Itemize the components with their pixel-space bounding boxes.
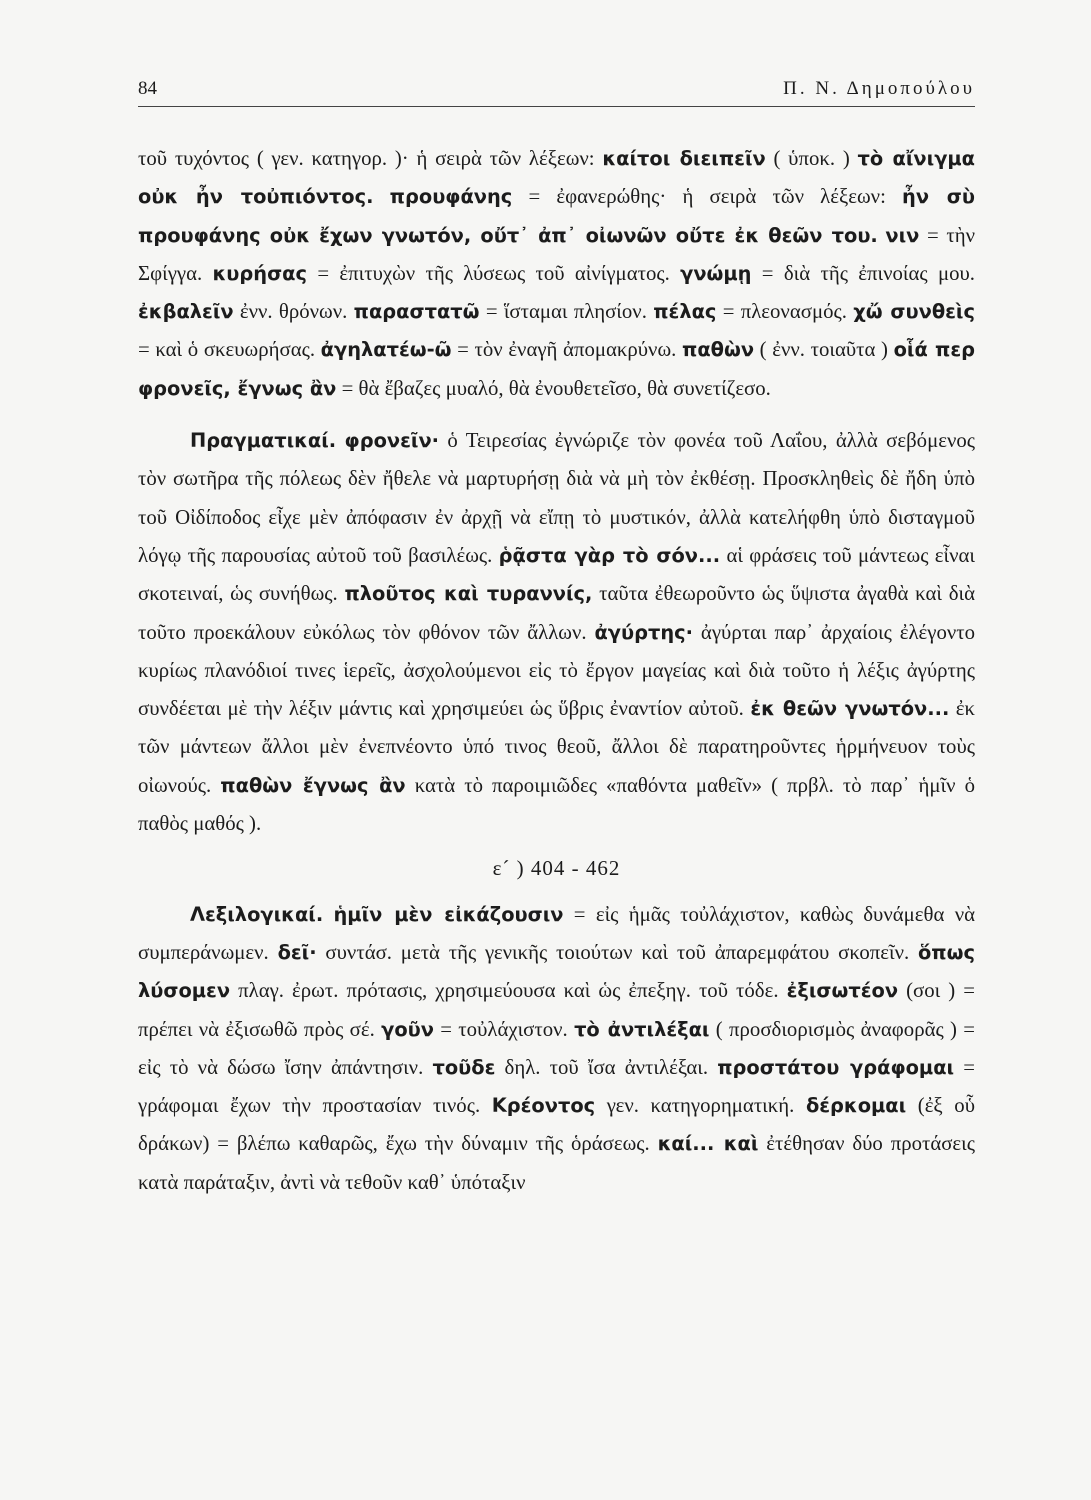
gloss-text: = εἰς ἡμᾶς τοὐλάχιστον, καθὼς δυνάμεθα νὰ συμπεράνωμεν. [138, 902, 975, 964]
lemma-term: γοῦν [381, 1017, 434, 1041]
lemma-term: ἀγύρτης· [594, 620, 694, 644]
gloss-text: = θὰ ἔβαζες μυαλό, θὰ ἐνουθετεῖσο, θὰ συνετίζεσο. [336, 376, 771, 400]
gloss-text: = ἐφανερώθης· ἡ σειρὰ τῶν λέξεων: [512, 185, 903, 209]
gloss-text: ὁ Τειρεσίας ἐγνώριζε τὸν φονέα τοῦ Λαΐου, ἀλλὰ σεβόμενος τὸν σωτῆρα τῆς πόλεως δὲν ἤθελε νὰ μαρτυρήσῃ διὰ νὰ μὴ τὸν ἐκθέσῃ. Προσκληθεὶς δὲ ἤδη ὑπὸ τοῦ Οἰδίποδος εἶχε μὲν ἀπόφασιν ἐν ἀρχῇ νὰ εἴπῃ τὸ μυστικόν, ἀλλὰ κατελήφθη ὑπὸ δισταγμοῦ λόγῳ τῆς παρουσίας αὐτοῦ τοῦ βασιλέως. [138, 429, 975, 567]
lemma-term: ἦν σὺ προυφάνης οὐκ ἔχων γνωτόν, οὔτ᾿ ἀπ᾿ οἰωνῶν οὔτε ἐκ θεῶν του. [138, 185, 975, 247]
lemma-term: πέλας [653, 300, 717, 324]
lemma-term: δεῖ· [277, 940, 317, 964]
lemma-term: παθὼν [681, 338, 755, 362]
gloss-text: τοῦ τυχόντος ( γεν. κατηγορ. )· ἡ σειρὰ τῶν λέξεων: [138, 147, 603, 170]
lemma-term: οἷά περ φρονεῖς, ἔγνως ἂν [138, 338, 975, 400]
lemma-term: κυρήσας [212, 261, 307, 285]
gloss-text: (σοι ) = πρέπει νὰ ἐξισωθῶ πρὸς σέ. [138, 979, 975, 1041]
page-body [138, 140, 975, 1202]
running-head-author: Π. Ν. Δημοπούλου [783, 78, 975, 99]
commentary-paragraphs [138, 140, 975, 843]
lemma-term: Λεξιλογικαί. [190, 902, 324, 926]
lemma-term: τοῦδε [432, 1055, 496, 1079]
gloss-text: γεν. κατηγορηματική. [595, 1094, 806, 1118]
lemma-term: φρονεῖν· [344, 429, 440, 453]
gloss-text: ταῦτα ἐθεωροῦντο ὡς ὕψιστα ἀγαθὰ καὶ διὰ τοῦτο προεκάλουν εὐκόλως τὸν φθόνον τῶν ἄλλων. [138, 582, 976, 644]
lemma-term: ἡμῖν μὲν εἰκάζουσιν [333, 902, 564, 926]
lemma-term: Πραγματικαί. [190, 429, 337, 453]
gloss-text [336, 429, 344, 452]
gloss-text: δηλ. τοῦ ἴσα ἀντιλέξαι. [495, 1055, 718, 1079]
gloss-text: = ἐπιτυχὼν τῆς λύσεως τοῦ αἰνίγματος. [307, 261, 681, 285]
gloss-text: ( ὑποκ. ) [765, 147, 858, 170]
lemma-term: ὅπως λύσομεν [138, 940, 975, 1003]
lemma-term: τὸ αἴνιγμα οὐκ ἦν τοὐπιόντος. [138, 147, 975, 209]
lemma-term: χὤ συνθεὶς [853, 300, 975, 324]
gloss-text: = τὸν ἐναγῆ ἀπομακρύνω. [451, 338, 682, 362]
paragraph-gap [138, 408, 975, 422]
lemma-term: παραστατῶ [353, 300, 480, 324]
lemma-term: γνώμῃ [680, 261, 752, 285]
lemma-term: ῥᾷστα γὰρ τὸ σόν... [498, 543, 721, 567]
gloss-text: = καὶ ὁ σκευωρήσας. [138, 338, 321, 362]
gloss-text: πλαγ. ἐρωτ. πρότασις, χρησιμεύουσα καὶ ὡς ἐπεξηγ. τοῦ τόδε. [230, 979, 787, 1003]
paragraph [138, 896, 975, 1202]
lemma-term: νιν [885, 223, 920, 247]
gloss-text: συντάσ. μετὰ τῆς γενικῆς τοιούτων καὶ τοῦ ἀπαρεμφάτου σκοπεῖν. [316, 940, 918, 964]
running-header [138, 74, 975, 100]
page-number: 84 [138, 78, 157, 99]
paragraph [138, 422, 975, 843]
gloss-text: κατὰ τὸ παροιμιῶδες «παθόντα μαθεῖν» ( πρβλ. τὸ παρ᾿ ἡμῖν ὁ παθὸς μαθός ). [138, 773, 975, 836]
lemma-term: πλοῦτος καὶ τυραννίς, [344, 582, 593, 606]
gloss-text: = ἵσταμαι πλησίον. [479, 300, 654, 324]
gloss-text: = διὰ τῆς ἐπινοίας μου. [751, 261, 975, 285]
lemma-term: καί... καὶ [657, 1132, 759, 1156]
lemma-term: ἐκ θεῶν γνωτόν... [750, 697, 950, 721]
lemma-term: καίτοι διειπεῖν [602, 147, 766, 170]
gloss-text: = γράφομαι ἔχων τὴν προστασίαν τινός. [138, 1055, 975, 1118]
gloss-text: αἱ φράσεις τοῦ μάντεως εἶναι σκοτειναί, ὡς συνήθως. [138, 543, 975, 606]
lexical-paragraphs [138, 896, 975, 1202]
gloss-text [323, 903, 333, 926]
gloss-text: ἐκ τῶν μάντεων ἄλλοι μὲν ἐνεπνέοντο ὑπό τινος θεοῦ, ἄλλοι δὲ παρατηροῦντες ἡρμήνευον τοὺς οἰωνούς. [138, 697, 975, 797]
gloss-text: ἐτέθησαν δύο προτάσεις κατὰ παράταξιν, ἀντὶ νὰ τεθοῦν καθ᾿ ὑπόταξιν [138, 1132, 975, 1194]
gloss-text: ἐνν. θρόνων. [233, 300, 354, 324]
lemma-term: ἀγηλατέω-ῶ [320, 338, 452, 362]
lemma-term: δέρκομαι [805, 1094, 907, 1118]
gloss-text: = τοὐλάχιστον. [433, 1017, 575, 1041]
gloss-text: ἀγύρται παρ᾿ ἀρχαίοις ἐλέγοντο κυρίως πλανόδιοί τινες ἱερεῖς, ἀσχολούμενοι εἰς τὸ ἔργον μαγείας καὶ διὰ τοῦτο ἡ λέξις ἀγύρτης συνδέεται μὲ τὴν λέξιν μάντις καὶ χρησιμεύει ὡς ὕβρις ἐναντίον αὐτοῦ. [138, 620, 976, 721]
gloss-text: ( προσδιορισμὸς ἀναφορᾶς ) = εἰς τὸ νὰ δώσω ἴσην ἀπάντησιν. [138, 1017, 975, 1079]
gloss-text: = πλεονασμός. [716, 300, 854, 324]
paragraph [138, 140, 975, 408]
gloss-text: ( ἐνν. τοιαῦτα ) [754, 338, 894, 362]
lemma-term: τὸ ἀντιλέξαι [574, 1017, 710, 1041]
gloss-text: (ἐξ οὗ δράκων) = βλέπω καθαρῶς, ἔχω τὴν δύναμιν τῆς ὁράσεως. [138, 1094, 975, 1156]
lemma-term: παθὼν ἔγνως ἂν [220, 773, 406, 797]
lemma-term: ἐξισωτέον [786, 979, 899, 1003]
lemma-term: Κρέοντος [491, 1094, 596, 1118]
gloss-text [373, 185, 389, 208]
lemma-term: ἐκβαλεῖν [138, 300, 234, 324]
gloss-text: = τὴν Σφίγγα. [138, 223, 975, 285]
lemma-term: προστάτου γράφομαι [717, 1055, 955, 1079]
lemma-term: προυφάνης [389, 185, 513, 209]
section-heading: ε´ ) 404 - 462 [492, 856, 621, 881]
header-rule [138, 106, 975, 107]
